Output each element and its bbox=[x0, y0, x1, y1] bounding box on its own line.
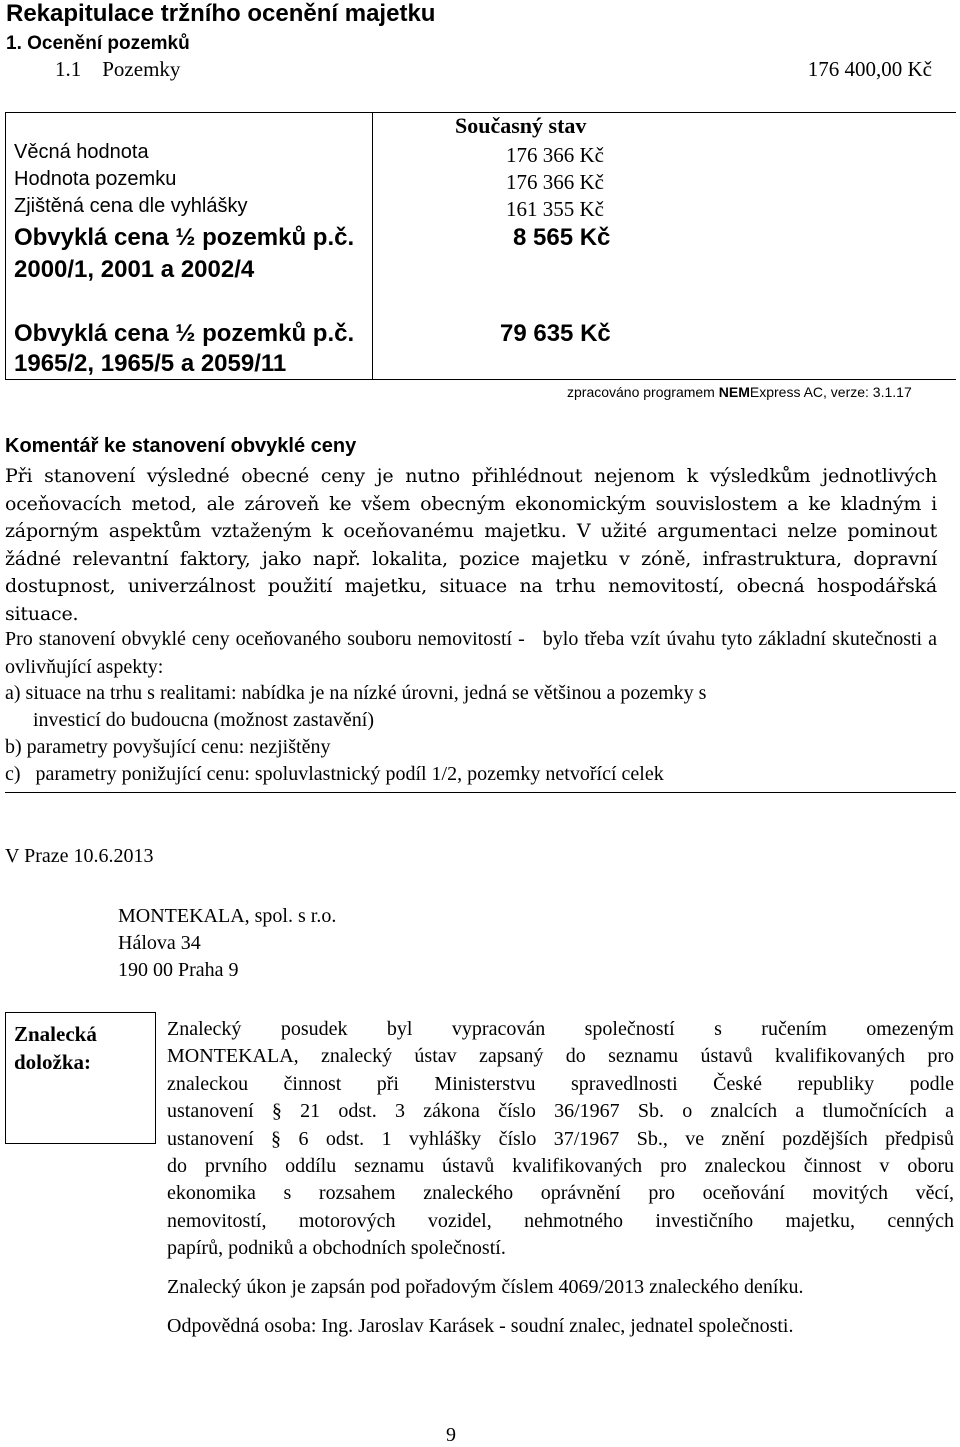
program-brand: NEM bbox=[718, 384, 750, 400]
row-label-usual2-line2: 1965/2, 1965/5 a 2059/11 bbox=[14, 350, 287, 377]
row-value-vyhlaska: 161 355 Kč bbox=[506, 197, 604, 221]
list-item-c: c) parametry ponižující cenu: spoluvlastnický podíl 1/2, pozemky netvořící celek bbox=[5, 763, 664, 785]
clause-line: ustanovení § 6 odst. 1 vyhlášky číslo 37/1967 Sb., ve znění pozdějších předpisů bbox=[167, 1127, 954, 1150]
clause-line: papírů, podniků a obchodních společností. bbox=[167, 1237, 506, 1260]
row-value-pozemek: 176 366 Kč bbox=[506, 170, 604, 194]
row-label-pozemek: Hodnota pozemku bbox=[14, 168, 177, 190]
program-note-prefix: zpracováno programem bbox=[567, 384, 719, 400]
row-label-usual1-line2: 2000/1, 2001 a 2002/4 bbox=[14, 256, 255, 283]
commentary-title: Komentář ke stanovení obvyklé ceny bbox=[5, 435, 357, 457]
row-label-usual2-line1: Obvyklá cena ½ pozemků p.č. bbox=[14, 320, 355, 347]
section-heading: 1. Ocenění pozemků bbox=[6, 33, 190, 54]
subsection-value: 176 400,00 Kč bbox=[807, 57, 932, 81]
list-item-b: b) parametry povyšující cenu: nezjištěny bbox=[5, 736, 331, 758]
row-value-usual2: 79 635 Kč bbox=[500, 320, 611, 347]
place-date: V Praze 10.6.2013 bbox=[5, 845, 154, 867]
clause-registry: Znalecký úkon je zapsán pod pořadovým číslem 4069/2013 znaleckého deníku. bbox=[167, 1276, 804, 1298]
company-city: 190 00 Praha 9 bbox=[118, 959, 239, 981]
page-title: Rekapitulace tržního ocenění majetku bbox=[6, 0, 436, 27]
clause-responsible: Odpovědná osoba: Ing. Jaroslav Karásek - soudní znalec, jednatel společnosti. bbox=[167, 1315, 794, 1337]
row-label-vecna: Věcná hodnota bbox=[14, 141, 149, 163]
company-street: Hálova 34 bbox=[118, 932, 201, 954]
horizontal-rule bbox=[5, 792, 956, 793]
subsection-label: 1.1 Pozemky bbox=[55, 57, 181, 81]
clause-line: Znalecký posudek byl vypracován společností s ručením omezeným bbox=[167, 1018, 954, 1040]
clause-line: nemovitostí, motorových vozidel, nehmotného investičního majetku, cenných bbox=[167, 1209, 954, 1232]
clause-line: do prvního oddílu seznamu ústavů kvalifikovaných pro znaleckou činnost v oboru bbox=[167, 1155, 954, 1178]
clause-line: ustanovení § 21 odst. 3 zákona číslo 36/1967 Sb. o znalcích a tlumočnících a bbox=[167, 1100, 954, 1123]
table-divider bbox=[372, 112, 373, 380]
commentary-paragraph-1: Při stanovení výsledné obecné ceny je nutno přihlédnout nejenom k výsledkům jednotlivých oceňovacích metod, ale zároveň ke všem obecným ekonomickým souvislostem a ke kladným i záporným aspektům vztaženým k oceňovanému majetku. V užité argumentaci nelze pominout žádné relevantní faktory, jako např. lokalita, pozice majetku v zóně, infrastruktura, dopravní dostupnost, univerzálnost použití majetku, situace na trhu nemovitostí, obecná hospodářská situace. bbox=[5, 465, 937, 625]
clause-line: ekonomika s rozsahem znaleckého oprávnění pro oceňování movitých věcí, bbox=[167, 1182, 954, 1205]
row-label-vyhlaska: Zjištěná cena dle vyhlášky bbox=[14, 195, 248, 217]
row-value-usual1: 8 565 Kč bbox=[513, 224, 611, 251]
company-name: MONTEKALA, spol. s r.o. bbox=[118, 905, 337, 927]
row-label-usual1-line1: Obvyklá cena ½ pozemků p.č. bbox=[14, 224, 355, 251]
program-note bbox=[567, 384, 912, 400]
page-number: 9 bbox=[446, 1424, 456, 1446]
list-item-a-continued: investicí do budoucna (možnost zastavění) bbox=[33, 709, 375, 731]
column-header: Současný stav bbox=[455, 113, 587, 138]
row-value-vecna: 176 366 Kč bbox=[506, 143, 604, 167]
list-item-a: a) situace na trhu s realitami: nabídka je na nízké úrovni, jedná se většinou a pozemky s bbox=[5, 682, 707, 704]
clause-line: MONTEKALA, znalecký ústav zapsaný do seznamu ústavů kvalifikovaných pro bbox=[167, 1045, 954, 1068]
commentary-paragraph-2: Pro stanovení obvyklé ceny oceňovaného souboru nemovitostí - bylo třeba vzít úvahu tyto základní skutečnosti a ovlivňující aspekty: bbox=[5, 628, 942, 678]
program-note-suffix: Express AC, verze: 3.1.17 bbox=[749, 384, 912, 400]
clause-line: znaleckou činnost při Ministerstvu spravedlnosti České republiky podle bbox=[167, 1072, 954, 1095]
clause-text bbox=[167, 1016, 954, 1263]
clause-label: Znalecká doložka: bbox=[14, 1022, 97, 1074]
